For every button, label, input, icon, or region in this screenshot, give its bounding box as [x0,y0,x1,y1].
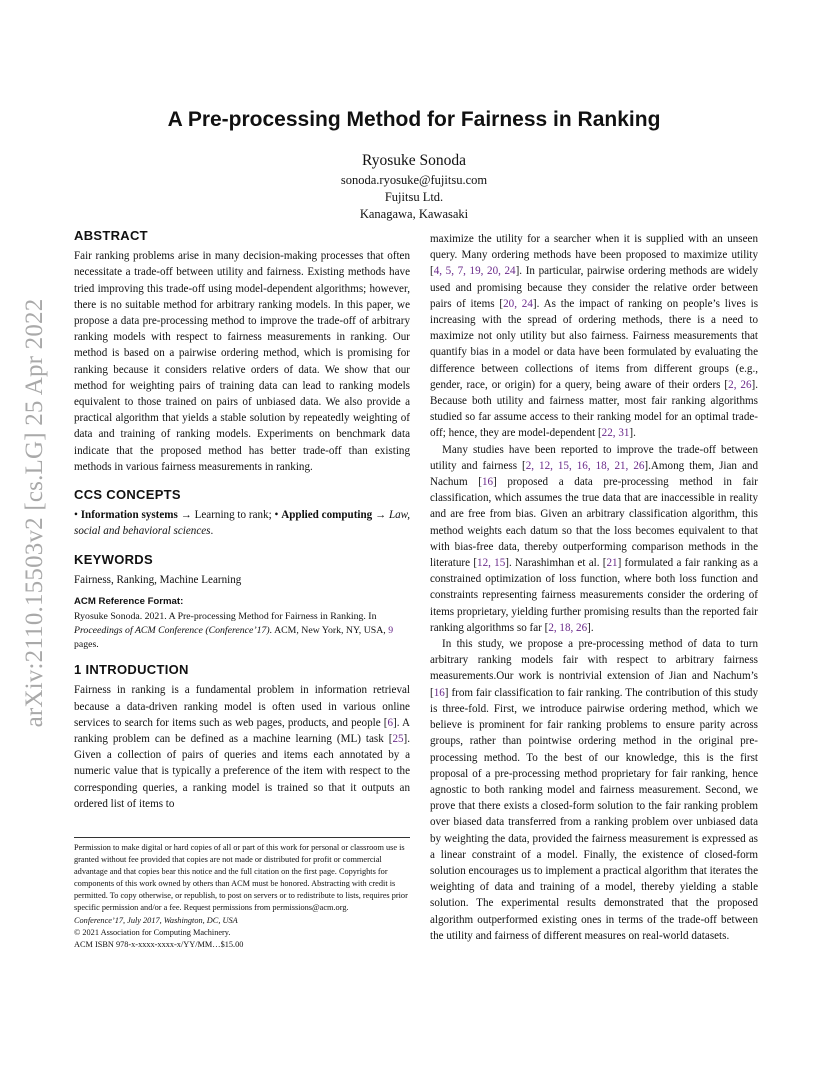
introduction-heading: 1 INTRODUCTION [74,662,189,678]
keywords-text: Fairness, Ranking, Machine Learning [74,573,242,586]
introduction-paragraph: Fairness in ranking is a fundamental problem in information retrieval because a data-driven ranking model is often used in various online services to search for items such as web pages, products, and people [6]. A ranking problem can be defined as a machine learning (ML) task [25]. Given a collection of pairs of queries and items each annotated by a numeric value that is typically a preference of the item with respect to the corresponding queries, a ranking model is trained so that it outputs an ordered list of items to [74,684,411,810]
body-paragraph: Many studies have been reported to improve the trade-off between utility and fairness [2, 12, 15, 16, 18, 21, 26].Among them, Jian and Nachum [16] proposed a data pre-processing method in fair classification, which assumes the true data that are inaccessible in reality and are free from bias. Given an arbitrary classification algorithm, this method weights each datum so that the loss becomes equivalent to that with bias-free data, thereby outperforming comparison methods in the literature [12, 15]. Narashimhan et al. [21] formulated a fair ranking as a constrained optimization of loss function, where both loss function and constraints representing fairness measurements consider the ordering of items proprietary, yielding further promising results than the reported fair ranking algorithms so far [2, 18, 26]. [430,443,758,634]
acm-reference-text: Ryosuke Sonoda. 2021. A Pre-processing Method for Fairness in Ranking. In Proceedings of ACM Conference (Conference’17). ACM, New York, NY, USA, 9 pages. [74,611,394,651]
citation-link[interactable]: 2, 26 [728,378,752,391]
right-column [430,231,758,944]
acm-reference-heading: ACM Reference Format: [74,596,184,608]
keywords-heading: KEYWORDS [74,551,153,567]
citation-link[interactable]: 2, 12, 15, 16, 18, 21, 26 [525,459,645,472]
author-affiliation: Fujitsu Ltd. [384,190,444,204]
citation-link[interactable]: 22, 31 [601,427,630,440]
citation-link[interactable]: 20, 24 [503,297,533,310]
arxiv-identifier-stamp [18,258,52,768]
body-paragraph: In this study, we propose a pre-processing method of data to turn arbitrary ranking models fair with respect to arbitrary fairness measurements.Our work is nontrivial extension of Jian and Nachum’s [16] from fair classification to fair ranking. The contribution of this study is three-fold. First, we introduce pairwise ordering method, which we believe is prominent for fair ranking problems to ensure parity across groups, rather than pointwise ordering method in the original pre-processing method. To the best of our knowledge, this is the first proposal of a pre-processing method proprietary for fair ranking, hence agnostic to both ranking model and fairness measurement. Second, we prove that there exists a closed-form solution to the fair ranking problem over biased data transferred from a ranking problem over unbiased data by weighting the data, provided the fairness measurement is expressed as a linear constraint of a model. Finally, the existence of closed-form solution encourages us to implement a practical algorithm that iterates the weighting of data and training of a model, thereby yielding a stable solution. The experimental results demonstrated that the proposed algorithm outperformed existing ones in terms of the trade-off between the utility and fairness of different measures on real-world datasets. [430,638,758,942]
body-paragraph: maximize the utility for a searcher when it is supplied with an unseen query. Many ordering methods have been proposed to maximize utility [4, 5, 7, 19, 20, 24]. In particular, pairwise ordering methods are widely used and promising because they consider the relative order between pairs of items [20, 24]. As the impact of ranking on people’s lives is increasing with the spread of ordering methods, there is a need to maximize not only utility but also fairness. Fairness measurements that quantify bias in a model or data have been formulated by evaluating the difference between collections of items from different groups (e.g., gender, race, or origin) for a query, being aware of their orders [2, 26]. Because both utility and fairness matter, most fair ranking algorithms studied so far assume access to their ranking model for an optimal trade-off; hence, they are model-dependent [22, 31]. [430,233,759,440]
author-name: Ryosuke Sonoda [361,152,466,169]
copyright-footnote [74,837,410,951]
copyright-line: © 2021 Association for Computing Machinery. [74,927,231,937]
abstract-heading: ABSTRACT [74,228,148,243]
citation-link[interactable]: 16 [481,476,494,489]
citation-link[interactable]: 12, 15 [477,557,506,570]
ccs-item-applied-computing: Applied computing [281,509,373,522]
ccs-item-information-systems: Information systems [80,509,178,522]
arxiv-identifier-text: arXiv:2110.15503v2 [cs.LG] 25 Apr 2022 [21,298,48,728]
author-email: sonoda.ryosuke@fujitsu.com [340,173,488,187]
citation-link[interactable]: 25 [392,733,404,746]
ccs-concepts: • Information systems → Learning to rank; • Applied computing → Law, social and behavioral sciences. [74,509,411,538]
citation-link[interactable]: 2, 18, 26 [548,621,588,634]
conference-line: Conference’17, July 2017, Washington, DC, USA [74,915,238,925]
citation-link[interactable]: 6 [387,716,394,729]
author-block [214,150,614,223]
abstract-text: Fair ranking problems arise in many decision-making processes that often necessitate a trade-off between utility and fairness. Existing methods have tried improving this trade-off using model-dependent algorithms; however, there is no suitable method for arbitrary ranking models. In this paper, we propose a data pre-processing method to improve the trade-off of arbitrary ranking models with respect to fairness measurements in ranking. Our method is based on a pairwise ordering method, which is promising for ranking because it considers relative orders of data. We show that our method for weighting pairs of training data can lead to ranking models equivalent to those trained on pairs of unbiased data. We also provide a practical algorithm that yields a stable solution by repeatedly weighting of data and training of ranking models. Experiments on benchmark data indicate that the proposed method has better trade-off than existing methods in various fairness measurements in ranking. [74,250,410,473]
page-count-link[interactable]: 9 [388,625,394,637]
citation-link[interactable]: 4, 5, 7, 19, 20, 24 [433,265,516,278]
citation-link[interactable]: 16 [433,686,445,699]
paper-title: A Pre-processing Method for Fairness in Ranking [167,108,661,131]
ccs-heading: CCS CONCEPTS [74,487,181,503]
left-column [74,228,410,812]
citation-link[interactable]: 21 [606,557,618,570]
author-location: Kanagawa, Kawasaki [359,207,469,221]
permission-notice: Permission to make digital or hard copies of all or part of this work for personal or classroom use is granted without fee provided that copies are not made or distributed for profit or commercial advantage and that copies bear this notice and the full citation on the first page. Copyrights for components of this work owned by others than ACM must be honored. Abstracting with credit is permitted. To copy otherwise, or republish, to post on servers or to redistribute to lists, requires prior specific permission and/or a fee. Request permissions from permissions@acm.org. [74,843,408,913]
isbn-line: ACM ISBN 978-x-xxxx-xxxx-x/YY/MM…$15.00 [74,939,244,949]
